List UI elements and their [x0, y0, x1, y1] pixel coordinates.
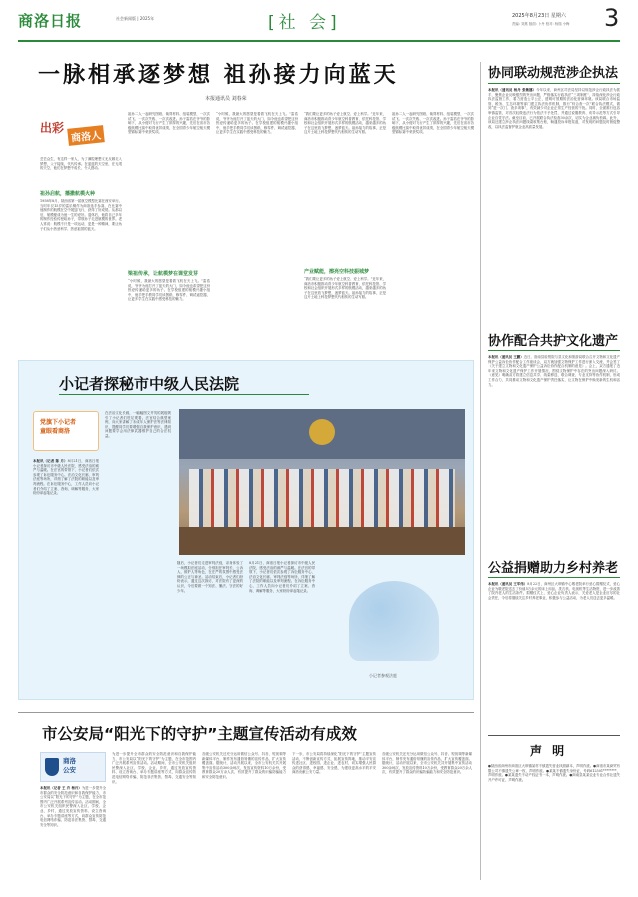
- feature-body1: 8月21日，商洛日报小记者探访市中级人民法院，感受法治的威严与温暖。在法官的带领下，小记者们依次参观了诉讼服务中心、法治文化长廊、审判法庭等场所，详细了解了法院的职能以及审判流程。在诉讼服务中心，工作人员向小记者们介绍了立案、咨询、调解等服务，大家纷纷拿起笔记录。: [33, 459, 99, 496]
- section-name: [社 会]: [268, 13, 341, 33]
- feature-title: 小记者探秘市中级人民法院: [59, 375, 240, 393]
- masthead: [18, 4, 620, 38]
- feature-byline: 本报讯（记者 陈 月）: [33, 459, 68, 463]
- news3-title: 公益捐赠助力乡村养老: [488, 561, 619, 576]
- news3-text: [488, 582, 620, 702]
- lead-sub3: 产业赋能，擦亮空科技振城梦: [304, 269, 370, 275]
- column-divider: [480, 62, 481, 880]
- lead-body2: 祖孙二人一起研究图纸、裁剪材料、组装模型，一次次试飞、一次次失败、一次次改进。孙子雷浩在爷爷的影响下，从小便对飞行产生了浓厚的兴趣，先后在省市各级航模比赛中取得优异成绩，在全国青少年航空航天模型锦标赛中荣获奖项。: [128, 112, 210, 135]
- feature-photo: [179, 409, 465, 555]
- lead-byline: 本报通讯员 刘春荣: [205, 96, 247, 102]
- feature-side-badge: [33, 411, 99, 451]
- lead-sub2: 梁祖传承，让航模梦在课堂发芽: [128, 271, 199, 277]
- cartoon-kids-icon: [349, 581, 439, 661]
- issue-date: 2025年8月23日 星期六: [512, 13, 566, 19]
- police-body1b: 为进一步提升全市群众的安全防范意识和自我保护能力，市公安局以“阳光下的守护”为主题，在全市范围内广泛开展系列宣传活动。活动期间，全市公安机关组织民警深入社区、学校、企业、乡村，通过发放宣传资料、设立咨询台、举办专题讲座等方式，向群众宣传防范电信网络诈骗、防范非法集资、禁毒、交通安全等知识。: [112, 752, 196, 784]
- police-badge: [40, 752, 106, 782]
- feature-title-rule: [59, 394, 309, 395]
- news3-byline: 本报讯（通讯员 王军伟）: [488, 582, 528, 586]
- news1-rule: [488, 83, 620, 84]
- notice-rule: [488, 735, 620, 736]
- news1-body: 今年以来，商州区司法局坚持以规范涉企行政执法为抓手，聚焦企业反映强烈的突出问题，严格落实行政执法“三项制度”，持续深化涉企行政执法监督工作，着力营造公平公正、透明可预期的法治化营商环境。该局联合市场监管、税务、生态环境等部门建立执法协作机制，推行“综合查一次”联合执法模式，做到“进一次门、查多项事”，有效减少对企业正常生产经营的干扰。同时，全面推行包容审慎监管，对首次轻微违法行为依法不予处罚，并通过说服教育、劝导示范等方式引导企业自觉守法。截至目前，已开展联合执法检查30余次，切实为企业减负松绑。此外，该局还建立涉企执法问题线索收集台账，畅通投诉举报渠道，对发现的问题及时督促整改，以执法监督护航企业高质量发展。: [488, 88, 620, 129]
- news2-body: 近日，洛南县检察院与县文化和旅游局联合召开文物和文化遗产保护公益诉讼协作配合工作座谈会，双方就加强文物保护工作进行深入交流，并会签了《关于建立文物和文化遗产保护公益诉讼协作配合机制的意见》。会上，双方通报了近年来文物和文化遗产保护工作开展情况，围绕文物保护中存在的突出问题深入研讨。《意见》明确双方将建立信息共享、线索移送、联合调查、专业支持等协作机制，形成工作合力，共同推动文物和文化遗产保护责任落实，让文物在保护中焕发新的生机和活力。: [488, 355, 620, 387]
- newspaper-logo: 商洛日报: [18, 12, 83, 30]
- feature-box: [18, 360, 474, 700]
- page-number: 3: [604, 4, 620, 32]
- news2-text: [488, 355, 620, 545]
- feature-body3: 随后，小记者们走进审判法庭，亲身体验了一场模拟法庭活动，分别担任审判长、公诉人、辩护人等角色，在庄严的氛围中感受法律的公正与神圣。活动结束后，小记者们纷纷表示，通过这次探访，对法院有了更深的认识，今后要做一个知法、懂法、守法的好少年。: [177, 561, 243, 593]
- police-body1: 为进一步提升全市群众的安全防范意识和自我保护能力，市公安局以“阳光下的守护”为主题，在全市范围内广泛开展系列宣传活动。活动期间，全市公安机关组织民警深入社区、学校、企业、乡村，通过发放宣传资料、设立咨询台、举办专题讲座等方式，向群众宣传防范电信网络诈骗、防范非法集资、禁毒、交通安全等知识。: [40, 786, 106, 827]
- police-shield-icon: [45, 758, 59, 776]
- masthead-rule: [18, 40, 620, 42]
- lead-body2b: 祖孙二人一起研究图纸、裁剪材料、组装模型，一次次试飞、一次次失败、一次次改进。孙子雷浩在爷爷的影响下，从小便对飞行产生了浓厚的兴趣，先后在省市各级航模比赛中取得优异成绩，在全国青少年航空航天模型锦标赛中荣获奖项。: [392, 112, 474, 135]
- editors-line: 责编: 刘燕 版面: 卜丹 校对: 杨瑞 小梅: [512, 22, 570, 26]
- police-top-rule: [18, 712, 474, 713]
- news3-rule: [488, 577, 620, 578]
- badge-line2: 商洛人: [67, 125, 105, 146]
- feature-side-label: 党旗下小记者 童眼看商洛: [40, 419, 77, 435]
- police-body2b: 各级公安机关还充分运用微信公众号、抖音、短视频等新媒体平台，制作发布通俗易懂的宣传作品，扩大宣传覆盖面。据统计，活动开展以来，全市公安机关共开展集中宣传活动300余场次，发放宣传资料10万余份，受教育群众20万余人次，有效提升了群众的识骗防骗能力和安全防范意识。: [382, 752, 472, 775]
- masthead-sub: 社会新闻版 | 2025年: [116, 16, 155, 21]
- feature-body1b: 8月21日，商洛日报小记者探访市中级人民法院，感受法治的威严与温暖。在法官的带领下，小记者们依次参观了诉讼服务中心、法治文化长廊、审判法庭等场所，详细了解了法院的职能以及审判流程。在诉讼服务中心，工作人员向小记者们介绍了立案、咨询、调解等服务，大家纷纷拿起笔记录。: [249, 561, 315, 593]
- photo-emblem-icon: [309, 419, 335, 445]
- section-label: 社 会: [278, 13, 331, 33]
- notice-title: 声 明: [530, 744, 568, 758]
- photo-caption: 小记者参观法庭: [369, 673, 397, 678]
- photo-crowd: [189, 469, 455, 529]
- feature-body2: 在法治文化长廊，一幅幅图文并茂的展板吸引了小记者们驻足观看。法官结合典型案例，向大家讲解了未成年人保护法等法律知识，提醒同学们要增强自我保护意识，遇到问题要学会用法律武器维护自己的合法权益。: [105, 411, 171, 438]
- lead-body3b: “小时候，我最大的愿望是看着飞机在天上飞。”雷浩说，爷爷为他打开了蓝天的大门，如今他也希望把这份热爱传递给更多的孩子。在学校组建的航模兴趣小组中，他手把手教同学们读图纸、修零件、调试遥控器，让更多学生在实践中感受科技的魅力。: [216, 112, 298, 135]
- news2-rule: [488, 350, 620, 351]
- news1-byline: 本报讯（通讯员 杨丹 张敏娜）: [488, 88, 537, 92]
- lead-body4a: “我们要让更多的孩子爱上航空、爱上科学。”近年来，商洛市积极推动青少年航空科普教育，依托科技馆、学校和社会组织开展形式多样的航模活动，越来越多的孩子在这里放飞梦想，逐梦蓝天。祖孙接力的故事，正是这片土地上科技梦想代代相传的生动写照。: [304, 112, 386, 135]
- lead-headline: 一脉相承逐梦想 祖孙接力向蓝天: [38, 63, 399, 88]
- news2-title: 协作配合共护文化遗产: [488, 334, 619, 349]
- police-body3: 下一步，市公安局将持续深化“阳光下的守护”主题宣传活动，不断创新宣传方式，拓展宣传阵地，推动平安宣传进社区、进校园、进企业、进农村，切实增强人民群众的获得感、幸福感、安全感，为建设更高水平的平安商洛贡献公安力量。: [292, 752, 376, 775]
- lead-body4: “我们要让更多的孩子爱上航空、爱上科学。”近年来，商洛市积极推动青少年航空科普教育，依托科技馆、学校和社会组织开展形式多样的航模活动，越来越多的孩子在这里放飞梦想，逐梦蓝天。祖孙接力的故事，正是这片土地上科技梦想代代相传的生动写照。: [304, 277, 386, 300]
- police-byline: 本报讯（记者 王 卉 杨丹）: [40, 786, 82, 790]
- lead-body1: 1958年8月，陕西省第一届航空模型比赛在西安举行。当时年仅15岁的雷乐桐作为商洛选手参赛，在比赛中他制作的航模在空中展翅飞行，获得了好成绩。从那以后，航模便成为他一生的爱好。退休后，他将自己多年的制作经验传授给孙子，带领孙子走进航模的世界。老人常说：航模不只是一项运动，更是一种精神，要让孩子们从小热爱科学、热爱祖国的蓝天。: [40, 199, 122, 231]
- lead-body3: “小时候，我最大的愿望是看着飞机在天上飞。”雷浩说，爷爷为他打开了蓝天的大门，如今他也希望把这份热爱传递给更多的孩子。在学校组建的航模兴趣小组中，他手把手教同学们读图纸、修零件、调试遥控器，让更多学生在实践中感受科技的魅力。: [128, 279, 210, 302]
- feature-text1: [33, 459, 99, 689]
- photo-floor: [179, 527, 465, 555]
- notice-body: ●陕西省商州市商洛区大荆镇某村不慎遗失营业执照副本，声明作废。●商洛市某商贸有限公司不慎遗失公章一枚，声明作废。●某某不慎遗失身份证，号码612501********，声明作废。●某某遗失不动产权证书一本，声明作废。●商南县某某农业专业合作社遗失开户许可证，声明作废。: [488, 764, 620, 782]
- news1-text: [488, 88, 620, 300]
- lead-intro: 芸芸众生，有这样一家人，为了满腔理想义无反顾走入梦想，父子接续，代代传承。在蓝蓝的天空里，在无垠的天空，他们在梦想中成长，令人感动。: [40, 157, 122, 171]
- chucai-badge: [40, 115, 114, 151]
- badge-line1: 出彩: [40, 121, 65, 135]
- lead-sub1: 祖孙启航，播撒航模火种: [40, 191, 96, 197]
- police-text1: [40, 786, 106, 886]
- police-body2: 各级公安机关还充分运用微信公众号、抖音、短视频等新媒体平台，制作发布通俗易懂的宣传作品，扩大宣传覆盖面。据统计，活动开展以来，全市公安机关共开展集中宣传活动300余场次，发放宣传资料10万余份，受教育群众20万余人次，有效提升了群众的识骗防骗能力和安全防范意识。: [202, 752, 286, 779]
- police-badge-label: 商洛 公安: [63, 757, 76, 774]
- feature-illustration: [319, 561, 465, 689]
- news2-byline: 本报讯（通讯员 王鹏）: [488, 355, 524, 359]
- news3-body: 8月22日，商州区大荆镇中心敬老院举行爱心捐赠仪式，爱心企业为敬老院送去了价值5万余元的床上用品、洗衣机、电视机等生活物资，进一步改善了院内老人的生活条件。捐赠仪式上，爱心企业负责人表示，关爱老人是企业应尽的社会责任，今后将继续关注乡村养老事业，积极参与公益活动，为老人们送去更多温暖。: [488, 582, 620, 600]
- news1-title: 协同联动规范涉企执法: [488, 66, 619, 81]
- police-title: 市公安局“阳光下的守护”主题宣传活动有成效: [42, 725, 357, 743]
